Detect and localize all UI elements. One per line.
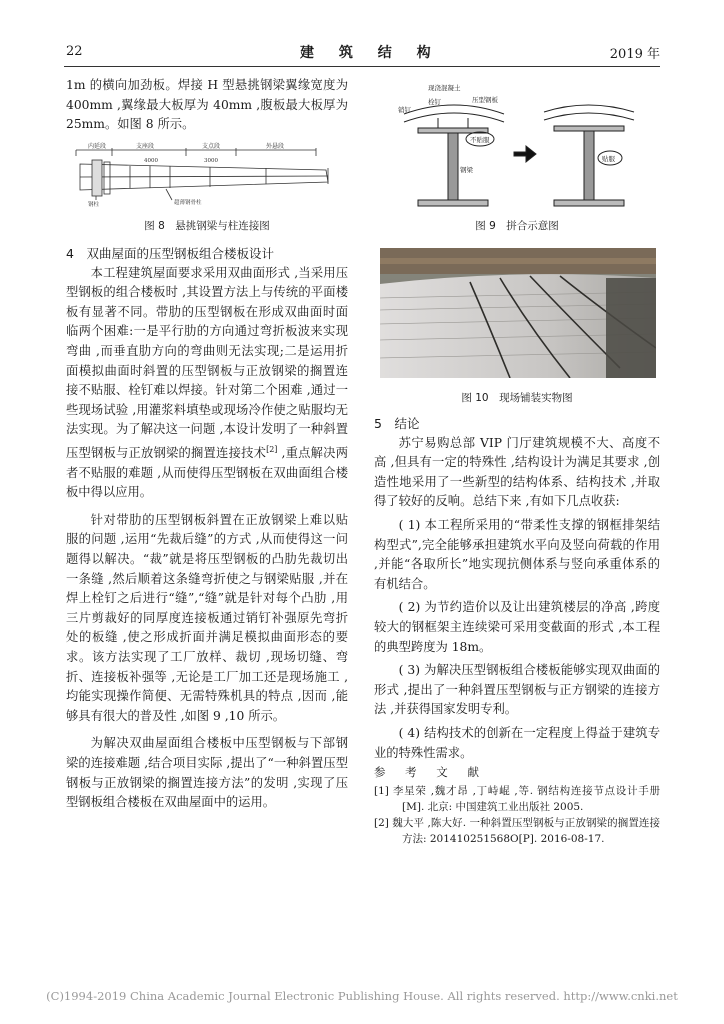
fig9-label-concrete: 现浇混凝土 bbox=[428, 84, 461, 92]
fig9-label-beam: 钢梁 bbox=[460, 166, 473, 174]
conclusion-item-1: ( 1) 本工程所采用的“带柔性支撑的钢框排架结构型式”,完全能够承担建筑水平向及竖向荷载的作用 ,并能“各取所长”地实现抗侧体系与竖向承重体系的有机结合。 bbox=[374, 517, 660, 591]
journal-year: 2019 年 bbox=[609, 47, 660, 62]
fig8-label-inner: 内延段 bbox=[88, 143, 107, 150]
header-rule bbox=[64, 66, 660, 67]
section-4-paragraph-2: 针对带肋的压型钢板斜置在正放钢梁上难以贴服的问题 ,运用“先裁后缝”的方式 ,从而使得这一问题得以解决。“裁”就是将压型钢板的凸肋先裁切出一条缝 ,然后顺着这条缝弯折使之与钢梁贴服 ,并在焊上栓钉之后进行“缝”,“缝”就是针对每个凸肋 ,用三片剪裁好的同厚度连接板通过销钉补强原先弯折处的板缝 ,使之形成折面并满足模拟曲面形态的要求。该方法实现了工厂放样、裁切 ,现场切缝、弯折、连接板补强等 ,无论是工厂加工还是现场施工 ,均能实现操作简便、无需特殊机具的特点 ,因而 ,能够具有很大的普及性 ,如图 9 ,10 所示。 bbox=[66, 512, 348, 723]
copyright-footer: (C)1994-2019 China Academic Journal Electronic Publishing House. All rights reserved. http://www.cnki.net bbox=[46, 989, 678, 1003]
right-column-body bbox=[374, 414, 660, 847]
fig9-label-bolt: 栓钉 bbox=[428, 98, 441, 106]
fig8-dim-2: 3000 bbox=[204, 158, 218, 164]
fig9-label-deck: 压型钢板 bbox=[472, 96, 498, 104]
figure-10-drawing bbox=[380, 248, 656, 378]
reference-1: [1] 李星荣 ,魏才昂 ,丁峙崐 ,等. 钢结构连接节点设计手册[M]. 北京: 中国建筑工业出版社 2005. bbox=[374, 784, 660, 813]
fig8-label-column: 钢柱 bbox=[88, 202, 100, 208]
figure-8-caption: 图 8 悬挑钢梁与柱连接图 bbox=[144, 220, 270, 232]
fig8-dim-1: 4000 bbox=[144, 158, 158, 164]
journal-title: 建 筑 结 构 bbox=[300, 45, 441, 61]
references-title: 参 考 文 献 bbox=[374, 765, 487, 780]
paragraph-1-text: 本工程建筑屋面要求采用双曲面形式 ,当采用压型钢板的组合楼板时 ,其设置方法上与传统的平面楼板有显著不同。带肋的压型钢板在形成双曲面时面临两个困难:一是平行肋的方向通过弯折板波来实现弯曲 ,而垂直肋方向的弯曲则无法实现;二是运用折面模拟曲面时斜置的压型钢板与正放钢梁的搁置连接不贴服、栓钉难以焊接。针对第二个困难 ,通过一些现场试验 ,用灌浆料填垫或现场冷作使之贴服均无法实现。为了解决这一问题 ,本设计发明了一种斜置压型钢板与正放钢梁的搁置连接技术 bbox=[66, 265, 348, 461]
figure-8-drawing bbox=[66, 140, 348, 210]
conclusion-intro: 苏宁易购总部 VIP 门厅建筑规模不大、高度不高 ,但具有一定的特殊性 ,结构设计为满足其要求 ,创造性地采用了一些新型的结构体系、结构技术 ,并取得了较好的反响。总结下来 ,有如下几点收获: bbox=[374, 435, 660, 509]
paragraph-1-tail: ,重点解决两者不贴服的难题 ,从而使得压型钢板在双曲面组合楼板中得以应用。 bbox=[66, 446, 348, 500]
fig8-label-mid: 支点段 bbox=[202, 143, 221, 150]
conclusion-item-4: ( 4) 结构技术的创新在一定程度上得益于建筑专业的特殊性需求。 bbox=[374, 725, 660, 760]
reference-2: [2] 魏大平 ,陈大好. 一种斜置压型钢板与正放钢梁的搁置连接方法: 201410251568O[P]. 2016-08-17. bbox=[374, 816, 660, 845]
paragraph-continued: 1m 的横向加劲板。焊接 H 型悬挑钢梁翼缘宽度为 400mm ,翼缘最大板厚为 40mm ,腹板最大板厚为 25mm。如图 8 所示。 bbox=[66, 78, 348, 132]
fig9-label-pin: 销钉 bbox=[398, 106, 411, 114]
page-number: 22 bbox=[66, 44, 83, 59]
conclusion-item-2: ( 2) 为节约造价以及让出建筑楼层的净高 ,跨度较大的钢框架主连续梁可采用变截面的形式 ,本工程的典型跨度为 18m。 bbox=[374, 600, 660, 654]
conclusion-item-3: ( 3) 为解决压型钢板组合楼板能够实现双曲面的形式 ,提出了一种斜置压型钢板与正方钢梁的连接方法 ,并获得国家发明专利。 bbox=[374, 663, 660, 717]
figure-8 bbox=[66, 140, 348, 210]
citation-2[interactable]: [2] bbox=[266, 444, 278, 454]
figure-9-drawing bbox=[398, 82, 646, 212]
fig8-label-col2: 超薄钢骨柱 bbox=[174, 200, 202, 206]
figure-9 bbox=[398, 82, 646, 212]
figure-10-caption: 图 10 现场铺装实物图 bbox=[461, 392, 573, 404]
figure-10-photo bbox=[380, 248, 656, 378]
section-4-paragraph-1 bbox=[66, 264, 348, 503]
fig8-label-outer: 外悬段 bbox=[266, 143, 285, 150]
figure-9-caption: 图 9 拼合示意图 bbox=[475, 220, 559, 232]
fig9-label-fit: 贴服 bbox=[602, 155, 615, 163]
page-header bbox=[0, 40, 724, 64]
section-4-paragraph-3: 为解决双曲屋面组合楼板中压型钢板与下部钢梁的连接难题 ,结合项目实际 ,提出了“一种斜置压型钢板与正放钢梁的搁置连接方法”的发明 ,实现了压型钢板组合楼板在双曲屋面中的运用。 bbox=[66, 736, 348, 810]
left-top-text bbox=[66, 76, 348, 135]
fig8-label-support: 支座段 bbox=[136, 143, 155, 150]
fig9-label-gap: 不贴服 bbox=[470, 136, 490, 144]
section-5-title: 5 结论 bbox=[374, 416, 420, 431]
section-4-title: 4 双曲屋面的压型钢板组合楼板设计 bbox=[66, 246, 274, 261]
left-column-body bbox=[66, 244, 348, 813]
